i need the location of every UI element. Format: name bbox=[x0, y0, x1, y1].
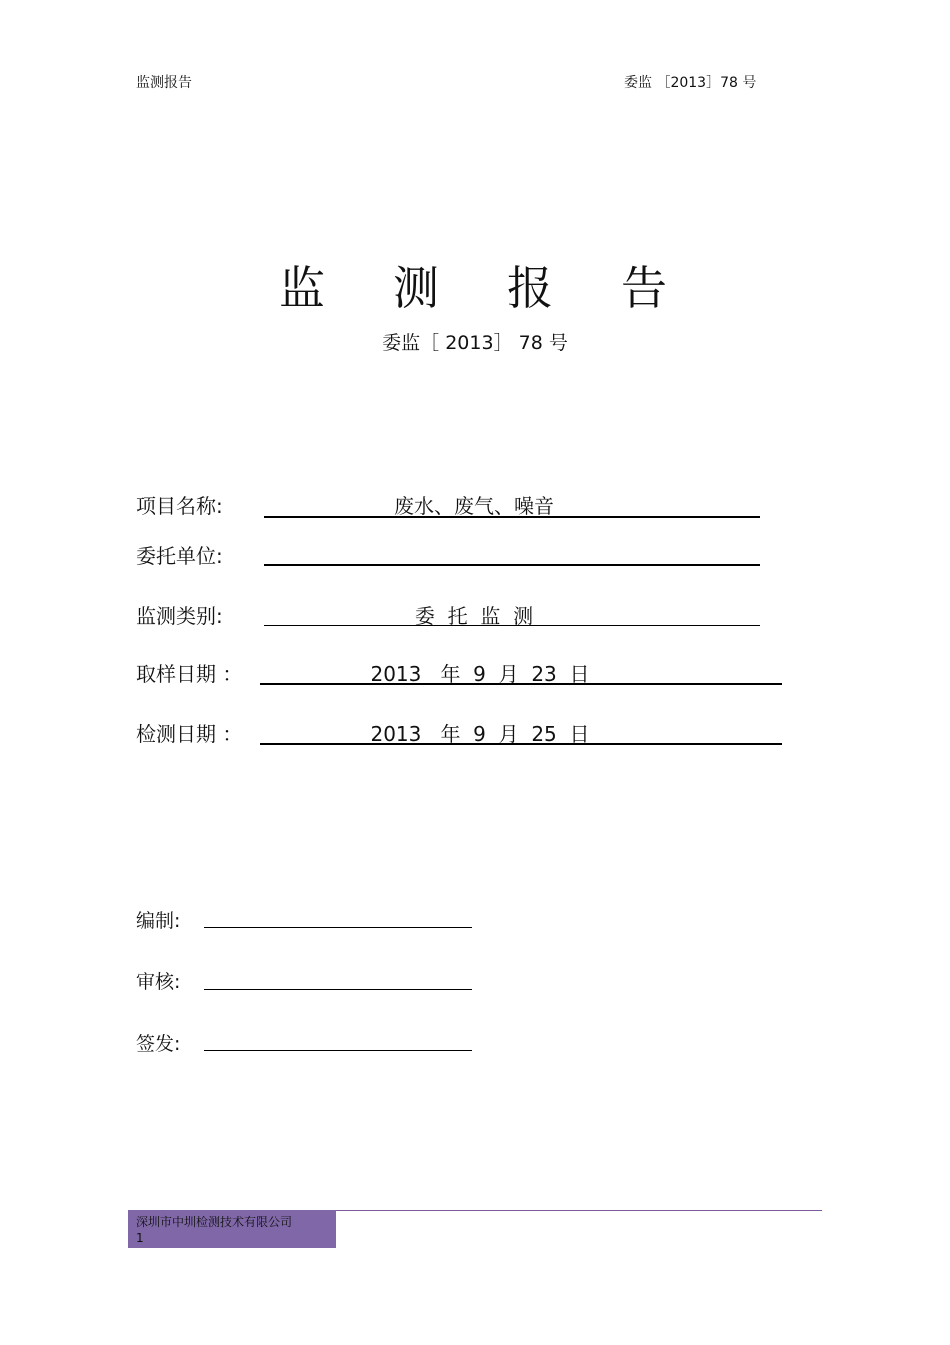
project-name-underline bbox=[264, 516, 760, 518]
reviewed-by-line bbox=[204, 989, 472, 990]
sampling-date-label: 取样日期 ： bbox=[136, 662, 243, 686]
client-label: 委托单位: bbox=[136, 544, 223, 568]
category-value: 委 托 监 测 bbox=[414, 604, 534, 628]
category-label: 监测类别: bbox=[136, 604, 223, 628]
test-date-underline bbox=[260, 743, 782, 745]
footer-page-number: 1 bbox=[136, 1231, 144, 1245]
header-left-text: 监测报告 bbox=[136, 75, 192, 91]
title-char: 监 bbox=[279, 261, 329, 315]
footer-company: 深圳市中圳检测技术有限公司 bbox=[136, 1215, 293, 1229]
header-right-text: 委监 ［2013］78 号 bbox=[624, 75, 757, 91]
compiled-by-label: 编制: bbox=[136, 910, 181, 932]
title-char: 告 bbox=[621, 261, 671, 315]
issued-by-label: 签发: bbox=[136, 1033, 181, 1055]
footer-box bbox=[128, 1210, 336, 1248]
document-number: 委监［ 2013］ 78 号 bbox=[382, 332, 568, 354]
sampling-date-value: 2013 年 9 月 23 日 bbox=[370, 662, 590, 686]
test-date-value: 2013 年 9 月 25 日 bbox=[370, 722, 590, 746]
compiled-by-line bbox=[204, 927, 472, 928]
reviewed-by-label: 审核: bbox=[136, 971, 181, 993]
issued-by-line bbox=[204, 1050, 472, 1051]
page-title bbox=[0, 252, 950, 318]
category-underline bbox=[264, 625, 760, 626]
sampling-date-underline bbox=[260, 683, 782, 685]
footer-rule bbox=[336, 1210, 822, 1211]
title-char: 测 bbox=[393, 261, 443, 315]
title-char: 报 bbox=[507, 261, 557, 315]
test-date-label: 检测日期 ： bbox=[136, 722, 243, 746]
client-underline bbox=[264, 564, 760, 566]
project-name-value: 废水、废气、噪音 bbox=[394, 494, 554, 518]
project-name-label: 项目名称: bbox=[136, 494, 223, 518]
